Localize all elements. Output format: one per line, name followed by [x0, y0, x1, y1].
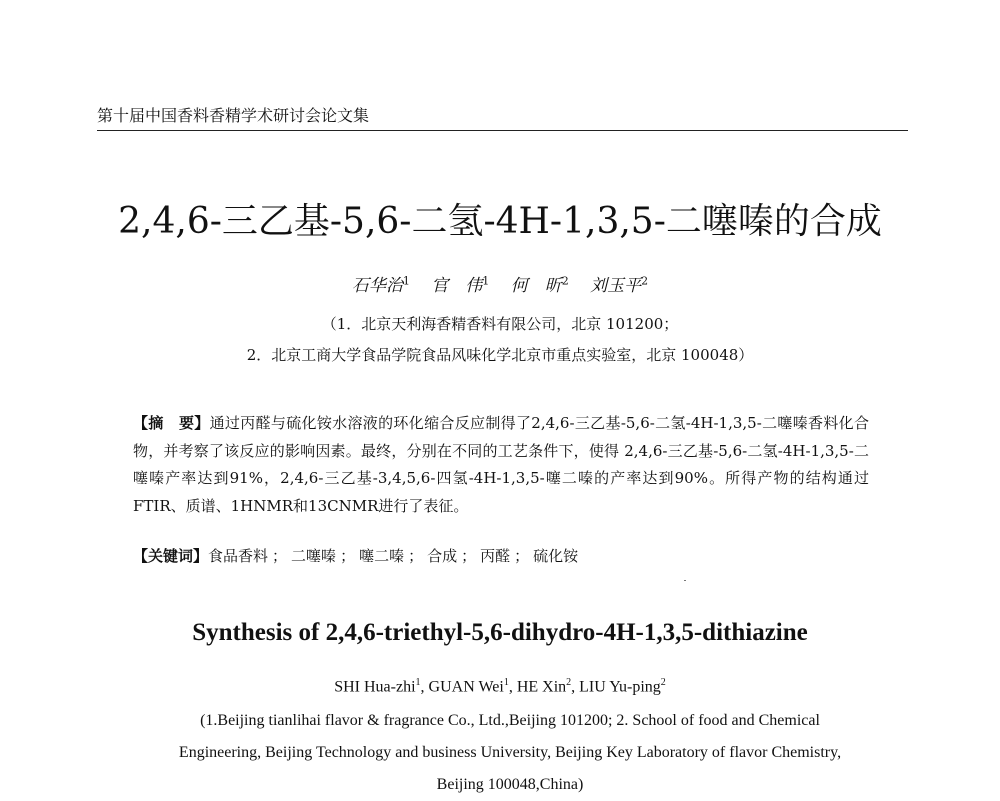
author-name: 石华治 [351, 275, 403, 296]
keyword-separator: ； [340, 547, 356, 565]
english-title: Synthesis of 2,4,6-triethyl-5,6-dihydro-4H-1,3,5-dithiazine [192, 619, 808, 646]
author-name: GUAN Wei [428, 678, 504, 696]
english-affiliation: (1.Beijing tianlihai flavor & fragrance Co., Ltd.,Beijing 101200; 2. School of food and Chemical Engineering, Beijing Technology and business University, Beijing Key Laboratory of flavor Chemistry, Beijing 100048,China) [178, 712, 842, 793]
chinese-keywords [133, 545, 869, 567]
abstract-text: 通过丙醛与硫化铵水溶液的环化缩合反应制得了2,4,6-三乙基-5,6-二氢-4H-1,3,5-二噻嗪香料化合物，并考察了该反应的影响因素。最终，分别在不同的工艺条件下，使得 2,4,6-三乙基-5,6-二氢-4H-1,3,5-二噻嗪产率达到91%，2,4,6-三乙基-3,4,5,6-四氢-4H-1,3,5-噻二嗪的产率达到90%。所得产物的结构通过FTIR、质谱、1HNMR和13CNMR进行了表征。 [133, 414, 869, 515]
author-affiliation-mark: 2 [561, 274, 569, 287]
keyword: 丙醛 [480, 547, 511, 565]
author-name: HE Xin [516, 678, 567, 696]
chinese-author [352, 276, 410, 296]
keyword-separator: ； [514, 547, 530, 565]
keywords-label: 【关键词】 [133, 547, 209, 565]
author-name: 官 伟 [431, 275, 483, 296]
author-name: LIU Yu-ping [579, 678, 661, 696]
author-affiliation-mark: 1 [402, 274, 410, 287]
author-affiliation-mark: 2 [566, 677, 572, 688]
author-name: SHI Hua-zhi [334, 678, 416, 696]
keyword: 合成 [427, 547, 458, 565]
author-affiliation-mark: 1 [482, 274, 490, 287]
chinese-title: 2,4,6-三乙基-5,6-二氢-4H-1,3,5-二噻嗪的合成 [118, 201, 882, 242]
author-affiliation-mark: 2 [641, 274, 649, 287]
author-affiliation-mark: 2 [660, 677, 666, 688]
keyword: 噻二嗪 [359, 547, 405, 565]
header-rule [97, 130, 908, 131]
keyword-separator: ； [408, 547, 424, 565]
chinese-abstract [133, 410, 869, 520]
scan-speck [684, 580, 686, 581]
chinese-authors [0, 270, 1000, 297]
abstract-label: 【摘 要】 [133, 414, 210, 432]
chinese-author [431, 276, 489, 296]
chinese-author [590, 276, 648, 296]
chinese-affiliation-line: 2．北京工商大学食品学院食品风味化学北京市重点实验室，北京 100048） [246, 346, 754, 364]
author-name: 何 昕 [510, 275, 562, 296]
author-affiliation-mark: 1 [415, 677, 421, 688]
keyword: 二噻嗪 [291, 547, 337, 565]
english-authors: SHI Hua-zhi$^1$, GUAN Wei$^1$, HE Xin$^2$, LIU Yu-ping$^2$ [334, 677, 666, 696]
keyword: 食品香料 [208, 547, 269, 565]
running-header: 第十届中国香料香精学术研讨会论文集 [97, 106, 370, 125]
keyword-separator: ； [461, 547, 477, 565]
author-affiliation-mark: 1 [503, 677, 509, 688]
keyword: 硫化铵 [533, 547, 579, 565]
author-name: 刘玉平 [590, 275, 642, 296]
chinese-author [511, 276, 569, 296]
chinese-affiliation-line: （1．北京天利海香精香料有限公司，北京 101200； [321, 315, 679, 333]
keyword-separator: ； [272, 547, 288, 565]
